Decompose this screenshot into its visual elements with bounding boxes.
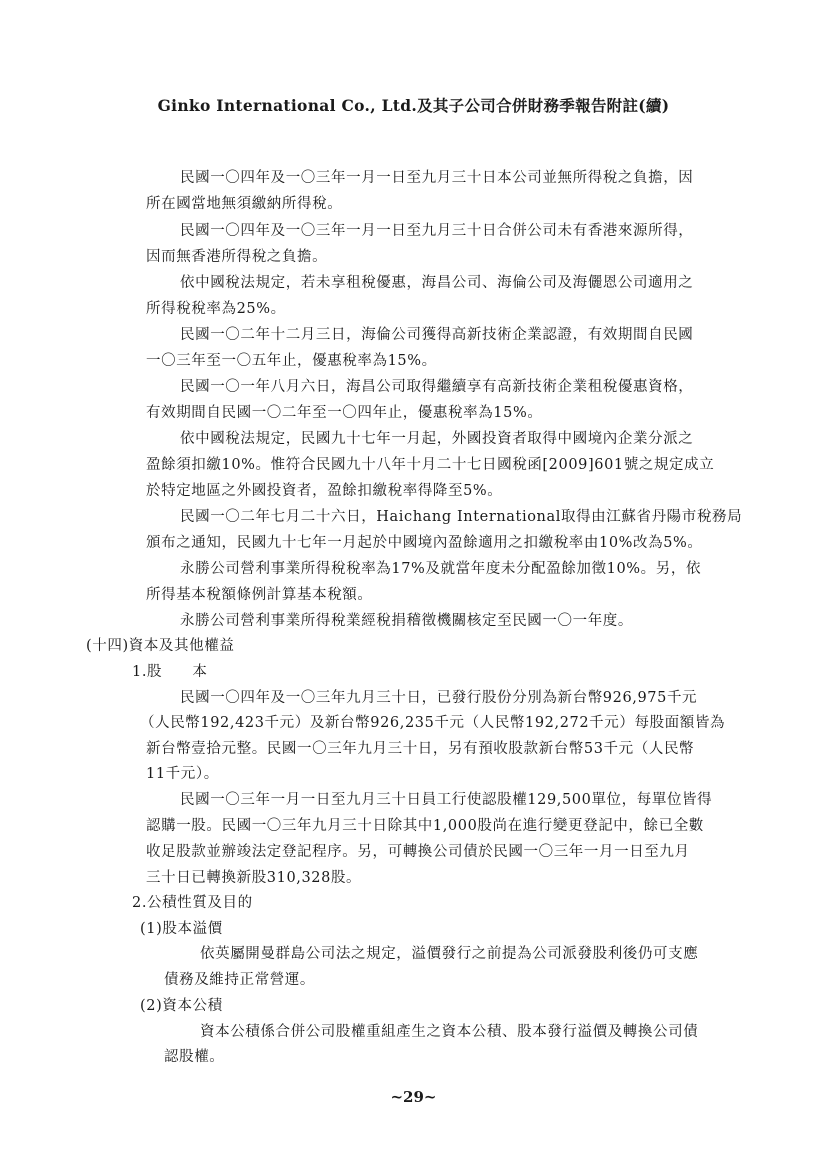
paragraph-line: 三十日已轉換新股310,328股。 (146, 870, 362, 886)
paragraph-line: 盈餘須扣繳10%。惟符合民國九十八年十月二十七日國稅函[2009]601號之規定成立 (146, 457, 715, 473)
subsection-heading: 2.公積性質及目的 (132, 895, 253, 911)
subsection-heading: (2)資本公積 (140, 998, 223, 1014)
paragraph-line: 永勝公司營利事業所得稅稅率為17%及就當年度未分配盈餘加徵10%。另，依 (180, 561, 702, 577)
paragraph-line: 永勝公司營利事業所得稅業經稅捐稽徵機關核定至民國一〇一年度。 (180, 613, 633, 629)
paragraph-line: 新台幣壹拾元整。民國一〇三年九月三十日，另有預收股款新台幣53千元（人民幣 (146, 741, 695, 757)
paragraph-line: 收足股款並辦竣法定登記程序。另，可轉換公司債於民國一〇三年一月一日至九月 (146, 844, 690, 860)
subsection-heading: 1.股 本 (132, 664, 208, 680)
paragraph-line: 民國一〇四年及一〇三年一月一日至九月三十日本公司並無所得稅之負擔，因 (180, 170, 694, 186)
paragraph-line: 民國一〇一年八月六日，海昌公司取得繼續享有高新技術企業租稅優惠資格， (180, 379, 694, 395)
paragraph-line: 依中國稅法規定，若未享租稅優惠，海昌公司、海倫公司及海儷恩公司適用之 (180, 275, 694, 291)
paragraph-line: 資本公積係合併公司股權重組產生之資本公積、股本發行溢價及轉換公司債 (200, 1024, 699, 1040)
paragraph-line: 認購一股。民國一〇三年九月三十日除其中1,000股尚在進行變更登記中，餘已全數 (146, 818, 704, 834)
paragraph-line: 11千元）。 (146, 766, 219, 782)
paragraph-line: 民國一〇二年七月二十六日，Haichang International取得由江蘇省丹陽市稅務局 (180, 509, 743, 525)
paragraph-line: 因而無香港所得稅之負擔。 (146, 249, 328, 265)
paragraph-line: 於特定地區之外國投資者，盈餘扣繳稅率得降至5%。 (146, 483, 503, 499)
paragraph-line: 有效期間自民國一〇二年至一〇四年止，優惠稅率為15%。 (146, 405, 543, 421)
paragraph-line: 所得稅稅率為25%。 (146, 301, 286, 317)
paragraph-line: 債務及維持正常營運。 (164, 972, 315, 988)
paragraph-line: 依英屬開曼群島公司法之規定，溢價發行之前提為公司派發股利後仍可支應 (200, 946, 699, 962)
paragraph-line: 民國一〇二年十二月三日，海倫公司獲得高新技術企業認證，有效期間自民國 (180, 327, 694, 343)
paragraph-line: 一〇三年至一〇五年止，優惠稅率為15%。 (146, 353, 437, 369)
subsection-heading: (1)股本溢價 (140, 921, 223, 937)
paragraph-line: 所在國當地無須繳納所得稅。 (146, 196, 343, 212)
page-number: ~29~ (390, 1088, 437, 1106)
paragraph-line: （人民幣192,423千元）及新台幣926,235千元（人民幣192,272千元）每股面額皆為 (140, 715, 726, 731)
paragraph-line: 認股權。 (164, 1049, 225, 1065)
page-title: Ginko International Co., Ltd.及其子公司合併財務季報告附註(續) (157, 96, 670, 115)
paragraph-line: 民國一〇四年及一〇三年九月三十日，已發行股份分別為新台幣926,975千元 (180, 690, 698, 706)
section-heading: (十四)資本及其他權益 (86, 638, 235, 654)
paragraph-line: 民國一〇三年一月一日至九月三十日員工行使認股權129,500單位，每單位皆得 (180, 792, 713, 808)
paragraph-line: 依中國稅法規定，民國九十七年一月起，外國投資者取得中國境內企業分派之 (180, 431, 694, 447)
paragraph-line: 民國一〇四年及一〇三年一月一日至九月三十日合併公司未有香港來源所得， (180, 223, 694, 239)
paragraph-line: 所得基本稅額條例計算基本稅額。 (146, 587, 373, 603)
paragraph-line: 頒布之通知，民國九十七年一月起於中國境內盈餘適用之扣繳稅率由10%改為5%。 (146, 535, 703, 551)
